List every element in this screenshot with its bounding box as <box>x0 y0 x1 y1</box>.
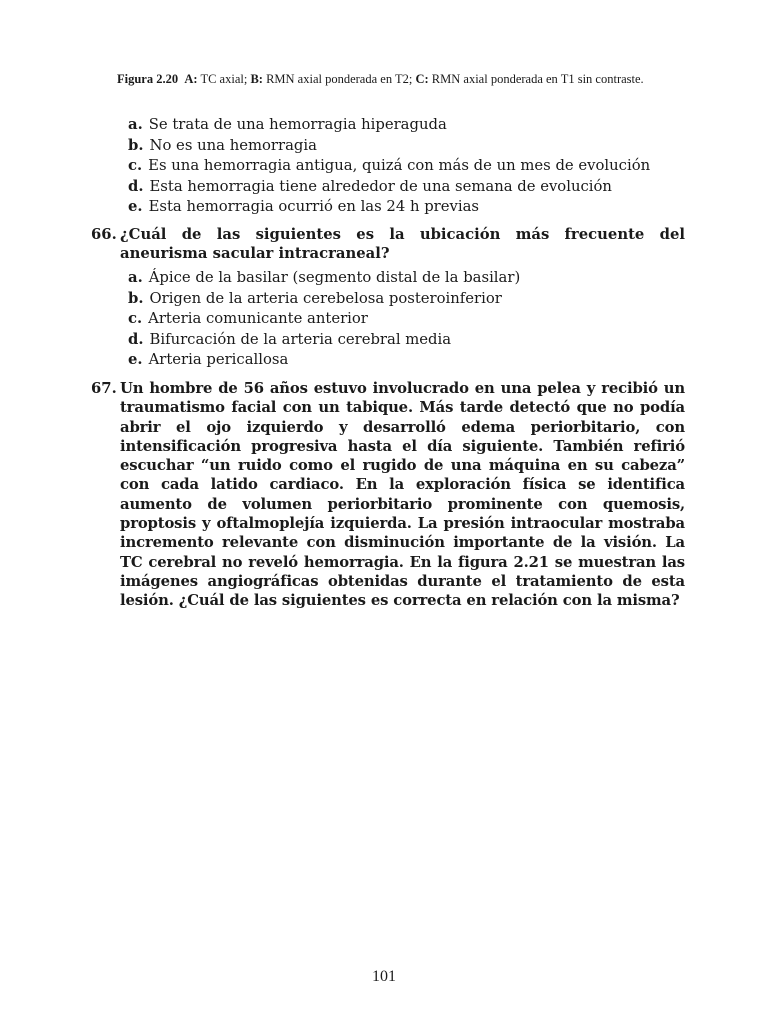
option-letter: a. <box>128 116 143 133</box>
question-67 <box>91 379 685 611</box>
option-text: Origen de la arteria cerebelosa posteroinferior <box>149 289 502 307</box>
option-text: Es una hemorragia antigua, quizá con más de un mes de evolución <box>148 157 651 175</box>
option-item <box>128 350 520 371</box>
option-item <box>128 309 520 330</box>
question-number: 67. <box>91 380 117 397</box>
option-item <box>128 177 650 198</box>
option-item <box>128 115 650 136</box>
option-text: Bifurcación de la arteria cerebral media <box>149 330 452 348</box>
option-item <box>128 289 520 310</box>
option-letter: a. <box>128 269 143 286</box>
option-letter: c. <box>128 310 143 328</box>
figure-caption-part-a-label: A: <box>184 72 198 86</box>
option-text: Ápice de la basilar (segmento distal de la basilar) <box>148 269 521 286</box>
option-item <box>128 156 650 177</box>
option-letter: e. <box>128 351 143 369</box>
option-item <box>128 136 650 157</box>
figure-caption-part-c-text: RMN axial ponderada en T1 sin contraste. <box>428 72 644 86</box>
question-text: ¿Cuál de las siguientes es la ubicación más frecuente del aneurisma sacular intracraneal? <box>120 226 685 263</box>
option-text: Arteria pericallosa <box>148 351 289 369</box>
option-letter: c. <box>128 157 143 175</box>
question-66-options <box>128 268 520 371</box>
option-item <box>128 268 520 289</box>
option-letter: d. <box>128 330 144 348</box>
option-text: No es una hemorragia <box>149 136 317 154</box>
figure-caption-part-a-text: TC axial; <box>197 72 251 86</box>
option-letter: d. <box>128 177 144 195</box>
option-text: Esta hemorragia tiene alrededor de una semana de evolución <box>149 177 612 195</box>
option-letter: e. <box>128 198 143 216</box>
question-text: Un hombre de 56 años estuvo involucrado en una pelea y recibió un traumatismo facial con un tabique. Más tarde detectó que no podía abrir el ojo izquierdo y desarrolló edema periorbitario, con intensificación progresiva hasta el día siguiente. También refirió escuchar “un ruido como el rugido de una máquina en su cabeza” con cada latido cardiaco. En la exploración física se identifica aumento de volumen periorbitario prominente con quemosis, proptosis y oftalmoplejía izquierda. La presión intraocular mostraba incremento relevante con disminución importante de la visión. La TC cerebral no reveló hemorragia. En la figura 2.21 se muestran las imágenes angiográficas obtenidas durante el tratamiento de esta lesión. ¿Cuál de las siguientes es correcta en relación con la misma? <box>120 380 685 610</box>
option-item <box>128 197 650 218</box>
figure-caption-part-b-text: RMN axial ponderada en T2; <box>262 72 416 86</box>
option-text: Arteria comunicante anterior <box>148 310 368 328</box>
option-letter: b. <box>128 136 144 154</box>
question-65-options <box>128 115 650 218</box>
option-text: Esta hemorragia ocurrió en las 24 h previas <box>148 198 480 216</box>
question-66 <box>91 225 685 264</box>
figure-caption-label: Figura 2.20 <box>117 72 179 86</box>
figure-caption-part-c-label: C: <box>415 72 429 86</box>
page-number: 101 <box>372 968 396 985</box>
question-number: 66. <box>91 226 117 243</box>
option-text: Se trata de una hemorragia hiperaguda <box>148 116 447 133</box>
option-item <box>128 330 520 351</box>
figure-caption-part-b-label: B: <box>250 72 263 86</box>
option-letter: b. <box>128 289 144 307</box>
figure-caption <box>117 71 685 87</box>
